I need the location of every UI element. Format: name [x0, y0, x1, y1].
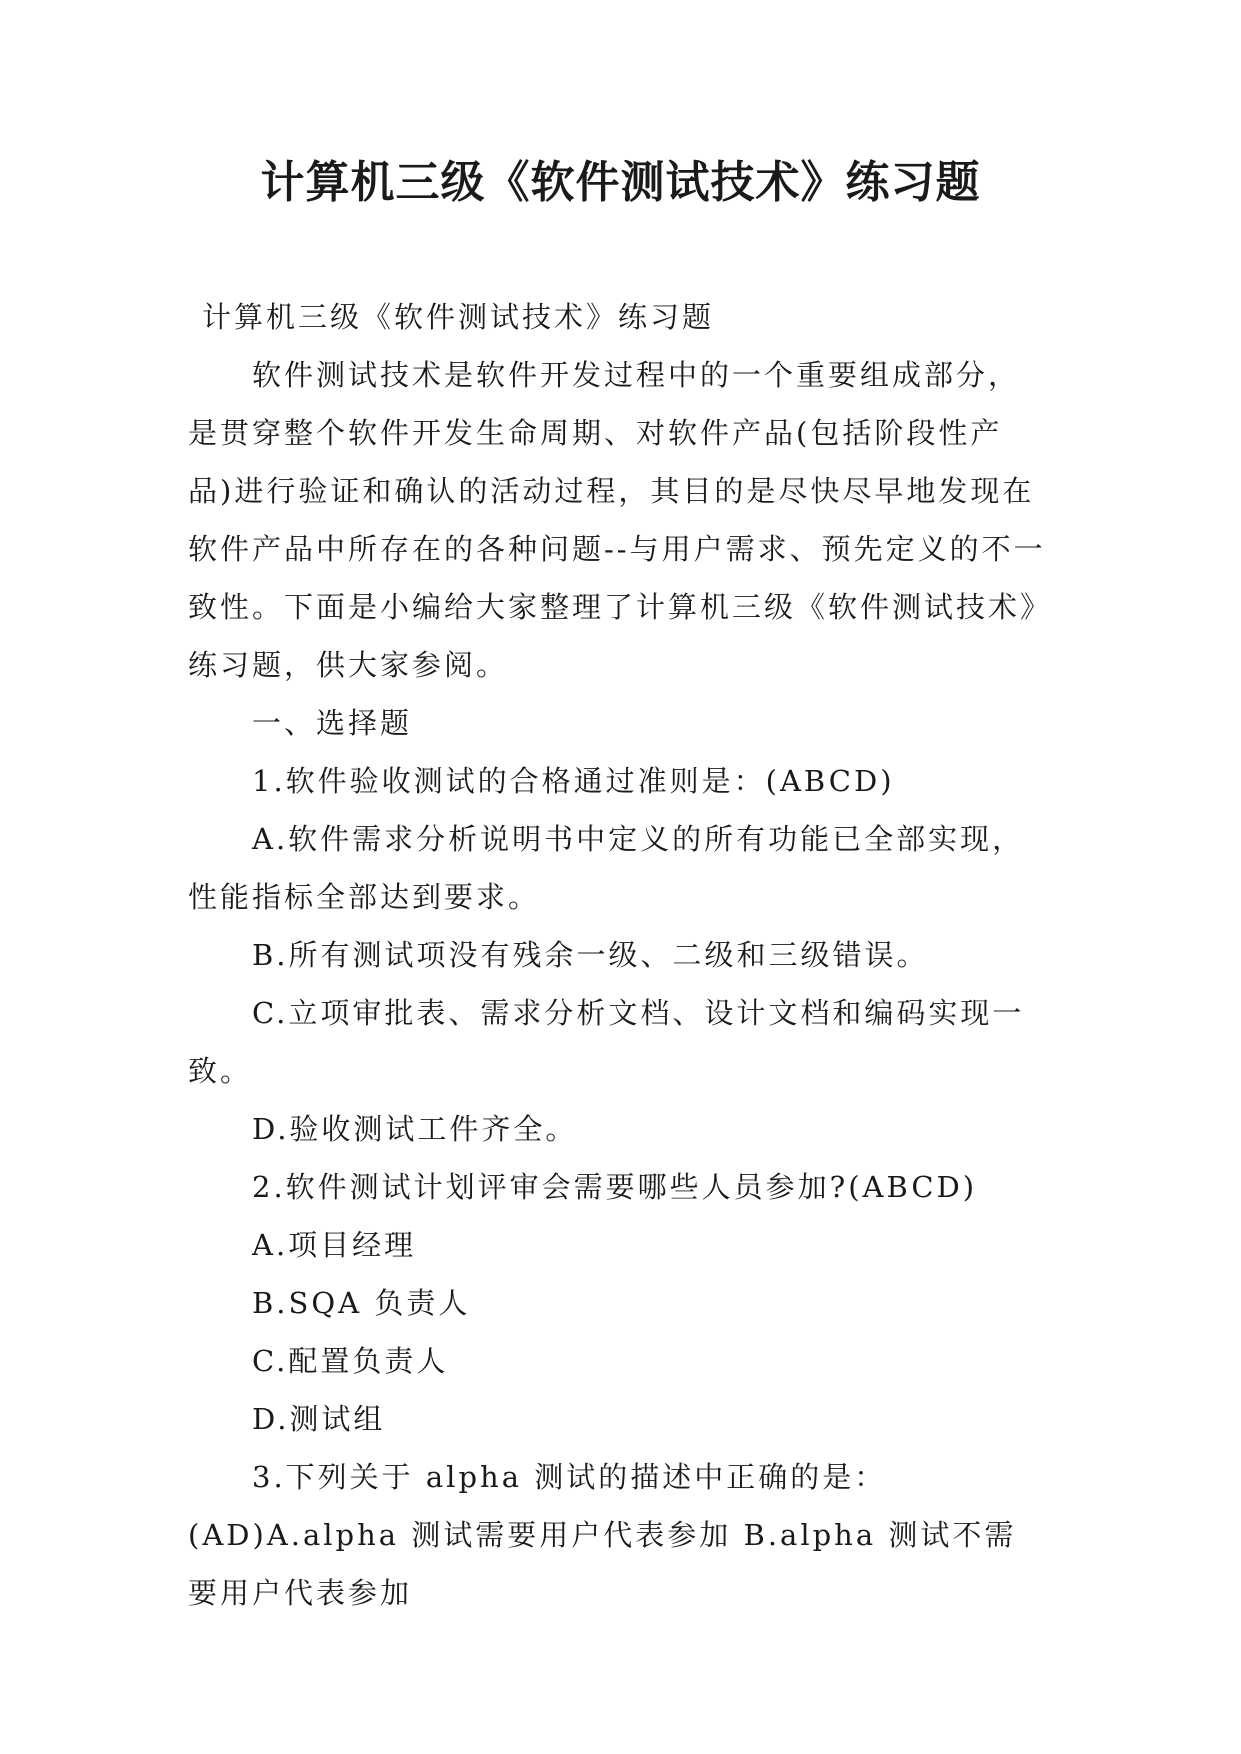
document-body [188, 288, 1048, 1622]
intro-paragraph: 软件测试技术是软件开发过程中的一个重要组成部分，是贯穿整个软件开发生命周期、对软件产品(包括阶段性产品)进行验证和确认的活动过程，其目的是尽快尽早地发现在软件产品中所存在的各种问题--与用户需求、预先定义的不一致性。下面是小编给大家整理了计算机三级《软件测试技术》练习题，供大家参阅。 [188, 358, 1046, 682]
question-1-option-b: B.所有测试项没有残余一级、二级和三级错误。 [252, 938, 929, 972]
document-subtitle: 计算机三级《软件测试技术》练习题 [202, 300, 715, 334]
question-1-option-a: A.软件需求分析说明书中定义的所有功能已全部实现，性能指标全部达到要求。 [188, 822, 1025, 914]
question-2-option-d: D.测试组 [252, 1402, 386, 1436]
section-heading: 一、选择题 [252, 706, 413, 740]
question-1-option-d: D.验收测试工件齐全。 [252, 1112, 578, 1146]
question-1-option-c: C.立项审批表、需求分析文档、设计文档和编码实现一致。 [188, 996, 1025, 1088]
question-2: 2.软件测试计划评审会需要哪些人员参加?(ABCD) [252, 1170, 978, 1204]
question-2-option-c: C.配置负责人 [252, 1344, 449, 1378]
question-2-option-b: B.SQA 负责人 [252, 1286, 471, 1320]
question-1: 1.软件验收测试的合格通过准则是：(ABCD) [252, 764, 895, 798]
question-2-option-a: A.项目经理 [252, 1228, 417, 1262]
question-3: 3.下列关于 alpha 测试的描述中正确的是：(AD)A.alpha 测试需要用户代表参加 B.alpha 测试不需要用户代表参加 [188, 1460, 1017, 1610]
page-title: 计算机三级《软件测试技术》练习题 [260, 157, 981, 208]
